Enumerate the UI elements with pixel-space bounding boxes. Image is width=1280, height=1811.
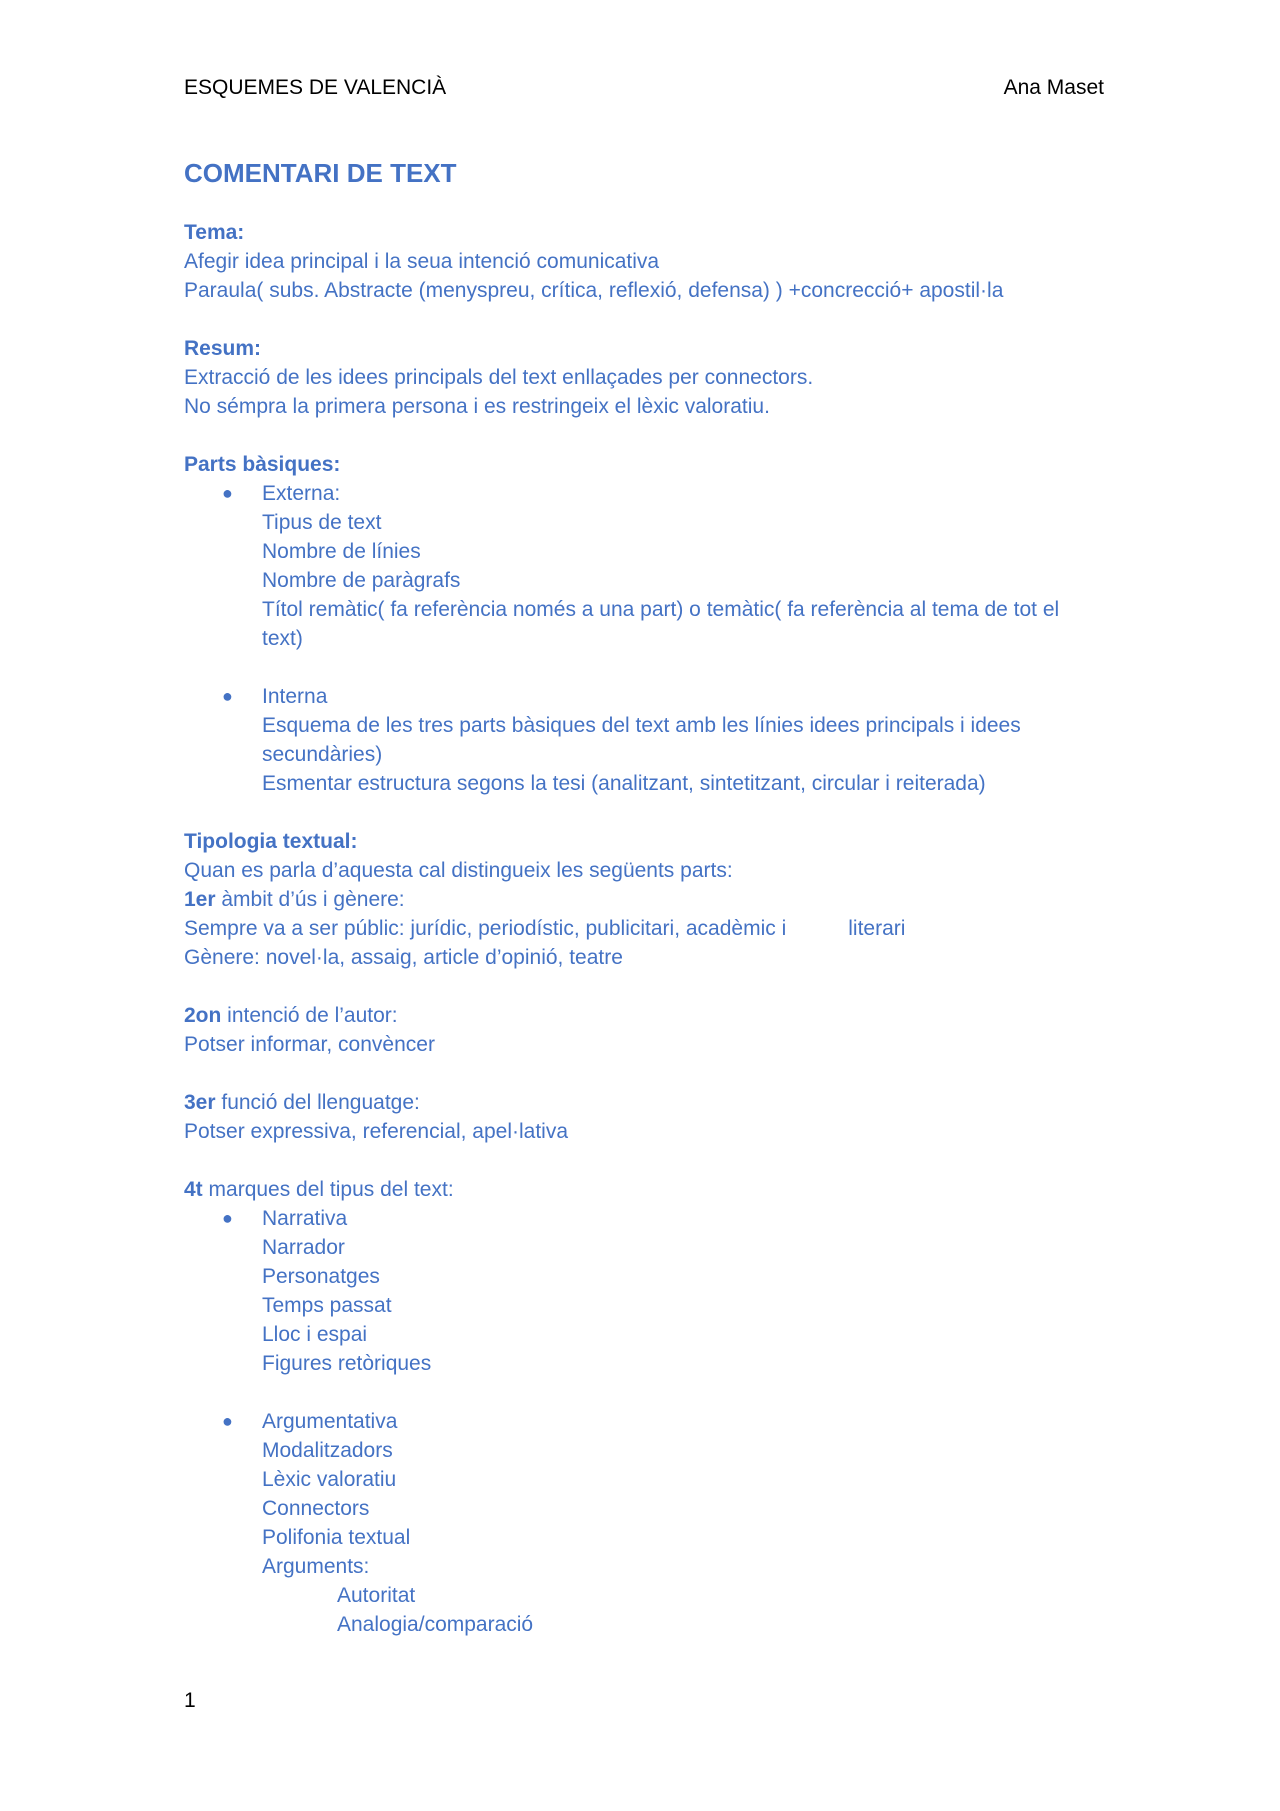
bullet-icon: ● (222, 1411, 233, 1431)
section-1-heading (184, 885, 1104, 914)
section-number: 1er (184, 888, 216, 911)
narrativa-item: Lloc i espai (262, 1323, 368, 1346)
list-item-argumentativa (184, 1407, 1104, 1581)
narrativa-item: Figures retòriques (262, 1352, 432, 1375)
resum-heading: Resum: (184, 337, 262, 360)
argumentativa-item: Arguments: (262, 1555, 370, 1578)
ambit-tail: literari (848, 917, 906, 940)
externa-label: Externa: (262, 482, 341, 505)
section-title: àmbit d’ús i gènere: (215, 888, 405, 911)
header-title: ESQUEMES DE VALENCIÀ (184, 76, 447, 99)
section-3-heading (184, 1088, 1104, 1117)
parts-heading: Parts bàsiques: (184, 453, 341, 476)
page-header (184, 76, 1104, 100)
bullet-icon: ● (222, 483, 233, 503)
argumentativa-item: Polifonia textual (262, 1526, 411, 1549)
funcio-line: Potser expressiva, referencial, apel·lativa (184, 1120, 569, 1143)
tema-line: Afegir idea principal i la seua intenció comunicativa (184, 250, 660, 273)
section-number: 2on (184, 1004, 222, 1027)
resum-line: No sémpra la primera persona i es restringeix el lèxic valoratiu. (184, 395, 770, 418)
section-title: funció del llenguatge: (215, 1091, 420, 1114)
page-number: 1 (184, 1689, 196, 1712)
interna-item: Esmentar estructura segons la tesi (analitzant, sintetitzant, circular i reiterada) (262, 772, 986, 795)
section-2-heading (184, 1001, 1104, 1030)
bullet-icon: ● (222, 686, 233, 706)
argumentativa-item: Modalitzadors (262, 1439, 393, 1462)
tema-heading: Tema: (184, 221, 245, 244)
resum-line: Extracció de les idees principals del text enllaçades per connectors. (184, 366, 814, 389)
tema-line: Paraula( subs. Abstracte (menyspreu, crítica, reflexió, defensa) ) +concrecció+ apostil·la (184, 279, 1004, 302)
interna-label: Interna (262, 685, 328, 708)
externa-item: Títol remàtic( fa referència només a una part) o temàtic( fa referència al tema de tot el text) (262, 598, 1060, 650)
argument-type: Autoritat (337, 1584, 416, 1607)
ambit-text: Sempre va a ser públic: jurídic, periodístic, publicitari, acadèmic i (184, 917, 787, 940)
argumentativa-label: Argumentativa (262, 1410, 398, 1433)
section-number: 3er (184, 1091, 216, 1114)
section-number: 4t (184, 1178, 203, 1201)
narrativa-item: Personatges (262, 1265, 380, 1288)
section-title: marques del tipus del text: (202, 1178, 454, 1201)
externa-item: Nombre de línies (262, 540, 421, 563)
intencio-line: Potser informar, convèncer (184, 1033, 435, 1056)
document-body (184, 154, 1104, 1639)
narrativa-item: Narrador (262, 1236, 345, 1259)
interna-item: Esquema de les tres parts bàsiques del text amb les línies idees principals i idees secundàries) (262, 714, 1021, 766)
list-item-interna (184, 682, 1104, 798)
tipologia-intro: Quan es parla d’aquesta cal distingueix les següents parts: (184, 859, 733, 882)
argumentativa-item: Lèxic valoratiu (262, 1468, 397, 1491)
header-author: Ana Maset (1003, 76, 1104, 99)
document-title: COMENTARI DE TEXT (184, 158, 457, 188)
bullet-icon: ● (222, 1208, 233, 1228)
narrativa-item: Temps passat (262, 1294, 392, 1317)
section-4-heading (184, 1175, 1104, 1204)
narrativa-label: Narrativa (262, 1207, 348, 1230)
argument-type: Analogia/comparació (337, 1613, 534, 1636)
list-item-externa (184, 479, 1104, 653)
externa-item: Nombre de paràgrafs (262, 569, 461, 592)
genere-line: Gènere: novel·la, assaig, article d’opinió, teatre (184, 946, 623, 969)
argumentativa-item: Connectors (262, 1497, 370, 1520)
externa-item: Tipus de text (262, 511, 382, 534)
list-item-narrativa (184, 1204, 1104, 1378)
tipologia-heading: Tipologia textual: (184, 830, 358, 853)
ambit-line (184, 914, 1104, 943)
section-title: intenció de l’autor: (221, 1004, 398, 1027)
